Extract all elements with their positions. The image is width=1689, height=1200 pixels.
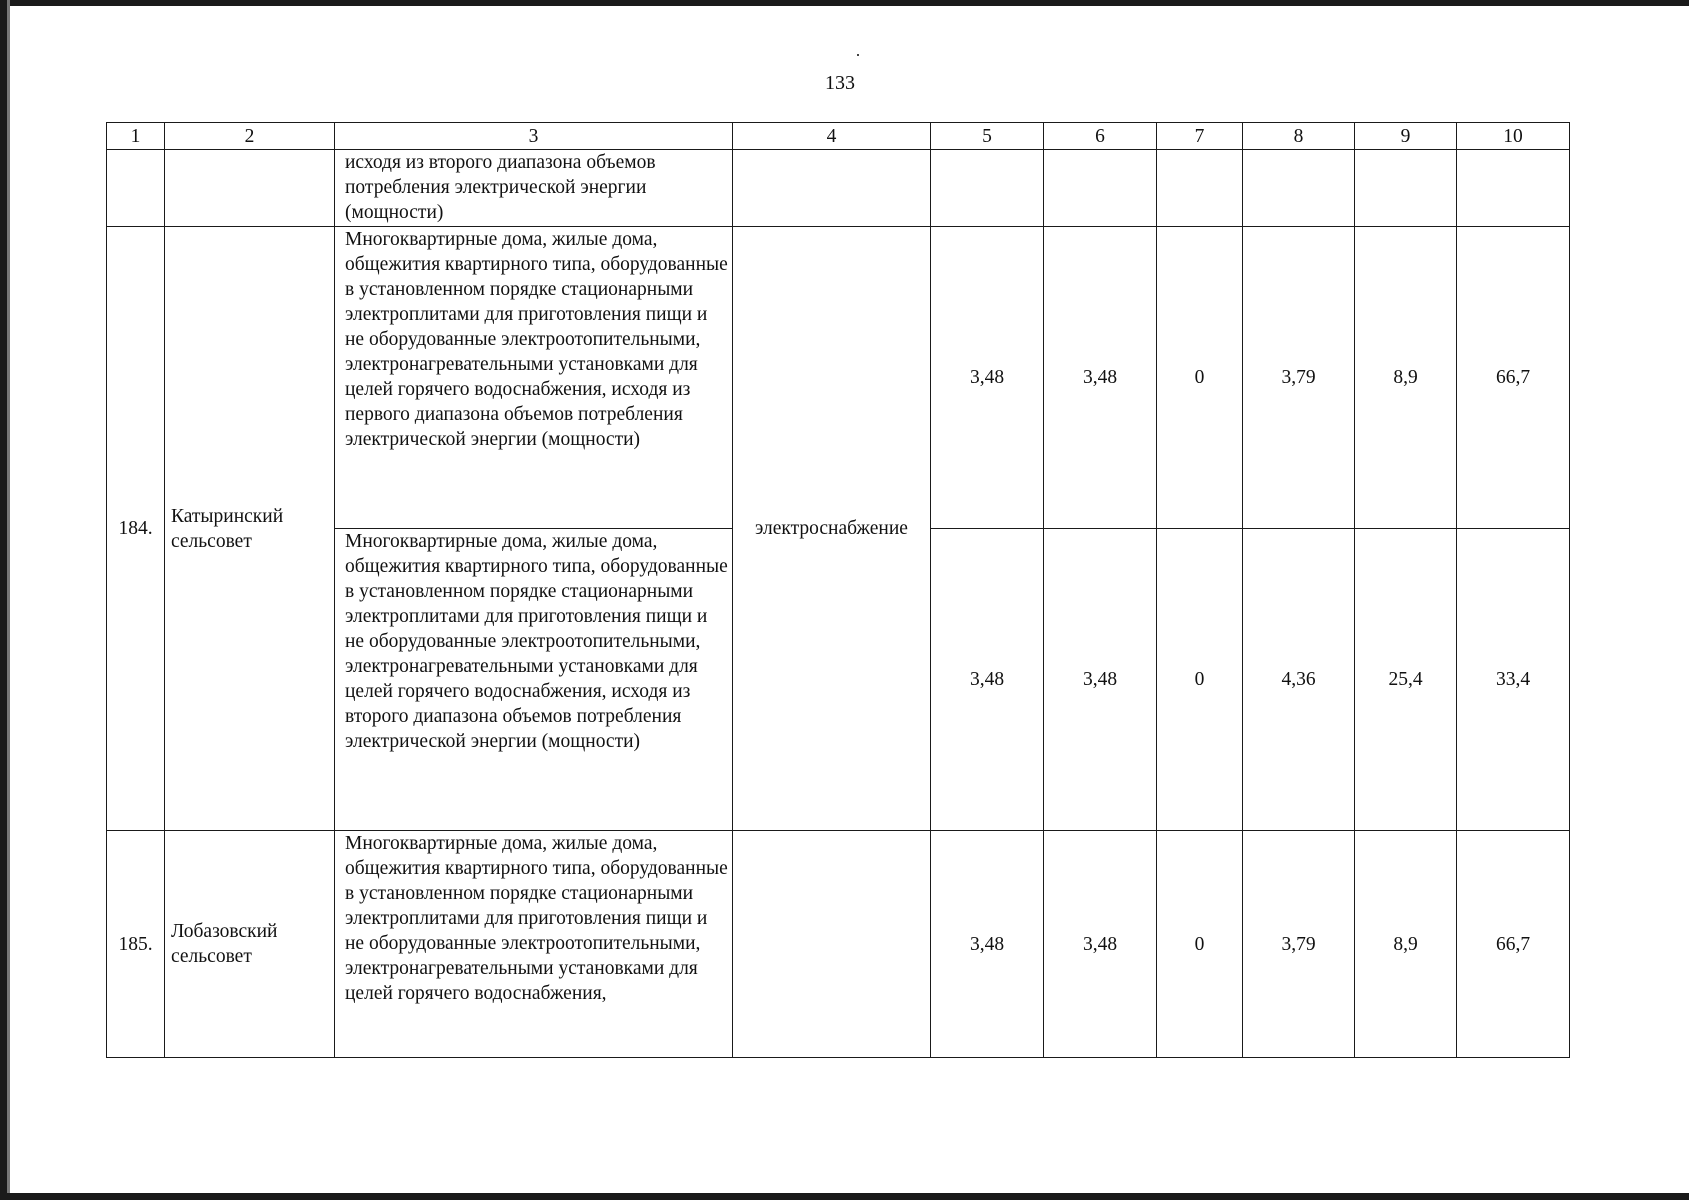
value-cell: 4,36 <box>1243 529 1355 831</box>
scan-speck <box>857 54 859 56</box>
category-description: Многоквартирные дома, жилые дома, общежития квартирного типа, оборудованные в установленном порядке стационарными электроплитами для приготовления пищи и не оборудованные электроотопительными, электронагревательными установками для целей горячего водоснабжения, исходя из первого диапазона объемов потребления электрической энергии (мощности) <box>335 227 733 529</box>
scan-border-bottom <box>0 1193 1689 1200</box>
value-cell: 0 <box>1157 831 1243 1058</box>
value-cell: 33,4 <box>1457 529 1570 831</box>
header-cell: 1 <box>107 123 165 150</box>
value-cell: 3,79 <box>1243 227 1355 529</box>
value-cell: 3,48 <box>931 831 1044 1058</box>
value-cell: 3,48 <box>1044 529 1157 831</box>
category-description: Многоквартирные дома, жилые дома, общежития квартирного типа, оборудованные в установленном порядке стационарными электроплитами для приготовления пищи и не оборудованные электроотопительными, электронагревательными установками для целей горячего водоснабжения, <box>335 831 733 1058</box>
category-description: Многоквартирные дома, жилые дома, общежития квартирного типа, оборудованные в установленном порядке стационарными электроплитами для приготовления пищи и не оборудованные электроотопительными, электронагревательными установками для целей горячего водоснабжения, исходя из второго диапазона объемов потребления электрической энергии (мощности) <box>335 529 733 831</box>
header-cell: 4 <box>733 123 931 150</box>
header-cell: 10 <box>1457 123 1570 150</box>
category-description: исходя из второго диапазона объемов потребления электрической энергии (мощности) <box>335 150 733 227</box>
value-cell: 8,9 <box>1355 227 1457 529</box>
page-number: 133 <box>825 72 855 94</box>
value-cell: 3,79 <box>1243 831 1355 1058</box>
empty-cell <box>1457 150 1570 227</box>
empty-cell <box>931 150 1044 227</box>
entry-number: 185. <box>107 831 165 1058</box>
empty-cell <box>165 150 335 227</box>
header-cell: 3 <box>335 123 733 150</box>
scan-border-left <box>0 0 7 1200</box>
table-row <box>107 831 1570 1058</box>
entry-name: Лобазовский сельсовет <box>165 831 335 1058</box>
service-type <box>733 831 931 1058</box>
table-row-continuation <box>107 150 1570 227</box>
value-cell: 66,7 <box>1457 227 1570 529</box>
header-cell: 6 <box>1044 123 1157 150</box>
empty-cell <box>1044 150 1157 227</box>
empty-cell <box>733 150 931 227</box>
table-row <box>107 227 1570 529</box>
table-header-row <box>107 123 1570 150</box>
header-cell: 9 <box>1355 123 1457 150</box>
value-cell: 25,4 <box>1355 529 1457 831</box>
value-cell: 3,48 <box>1044 831 1157 1058</box>
empty-cell <box>1157 150 1243 227</box>
scan-border-top <box>0 0 1689 6</box>
header-cell: 8 <box>1243 123 1355 150</box>
value-cell: 8,9 <box>1355 831 1457 1058</box>
entry-number: 184. <box>107 227 165 831</box>
scan-border-left-shadow <box>7 0 10 1200</box>
empty-cell <box>1243 150 1355 227</box>
entry-name: Катыринский сельсовет <box>165 227 335 831</box>
value-cell: 66,7 <box>1457 831 1570 1058</box>
empty-cell <box>1355 150 1457 227</box>
header-cell: 2 <box>165 123 335 150</box>
service-type: электроснабжение <box>733 227 931 831</box>
value-cell: 0 <box>1157 529 1243 831</box>
value-cell: 3,48 <box>931 529 1044 831</box>
empty-cell <box>107 150 165 227</box>
value-cell: 0 <box>1157 227 1243 529</box>
value-cell: 3,48 <box>931 227 1044 529</box>
value-cell: 3,48 <box>1044 227 1157 529</box>
header-cell: 7 <box>1157 123 1243 150</box>
header-cell: 5 <box>931 123 1044 150</box>
tariff-table <box>106 122 1570 1058</box>
